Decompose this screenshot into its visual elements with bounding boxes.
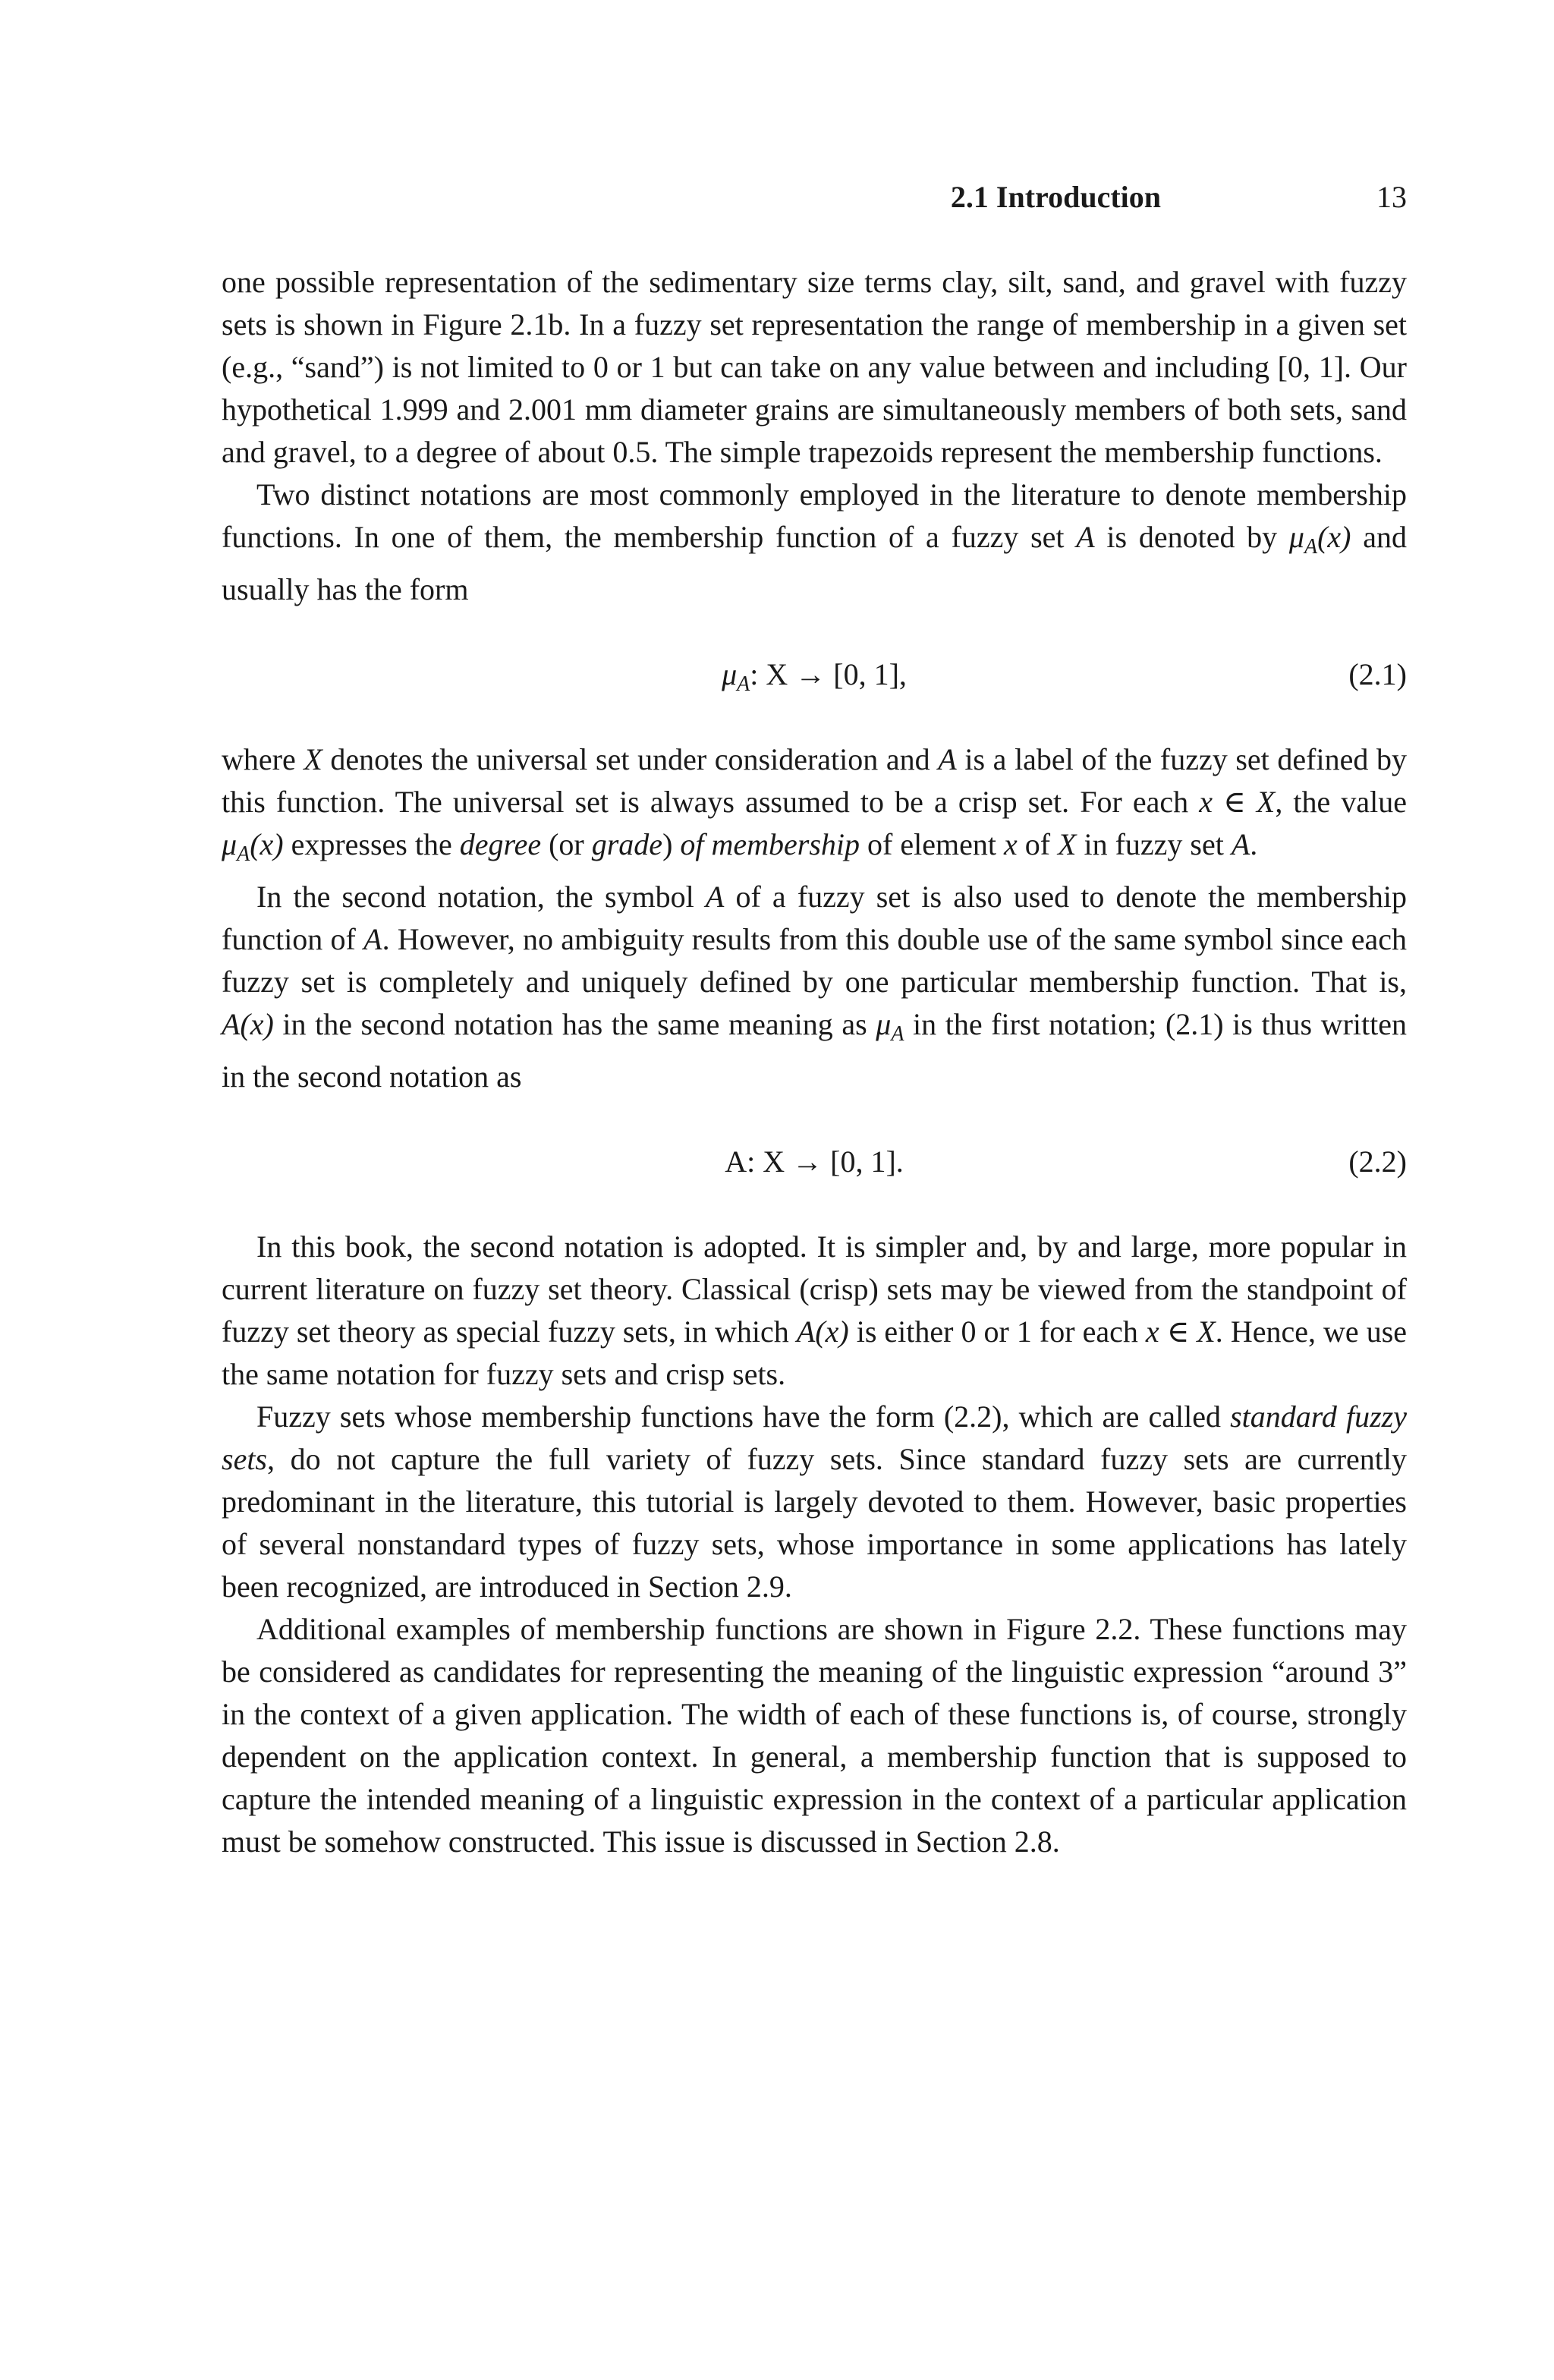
equation-2-2	[222, 1141, 1407, 1183]
emphasis-text: grade	[591, 827, 663, 861]
equation-number: (2.1)	[1348, 657, 1407, 691]
paragraph-5	[222, 1226, 1407, 1396]
math-symbol: A	[705, 880, 725, 914]
math-symbol: A	[1076, 520, 1095, 554]
section-title: 2.1 Introduction	[950, 180, 1161, 214]
math-symbol: x ∈ X	[1145, 1314, 1216, 1349]
math-symbol: μ	[722, 657, 738, 691]
equation-number: (2.2)	[1348, 1144, 1407, 1179]
emphasis-text: degree	[459, 827, 542, 861]
paragraph-text: of element	[860, 827, 1004, 861]
paragraph-text: is denoted by	[1094, 520, 1289, 554]
paragraph-1	[222, 261, 1407, 474]
paragraph-text: of	[1017, 827, 1059, 861]
math-symbol: X	[1058, 827, 1077, 861]
paragraph-text: , do not capture the full variety of fuzzy sets. Since standard fuzzy sets are currently predominant in the literature, this tutorial is largely devoted to them. However, basic properties of several nonstandard types of fuzzy sets, whose importance in some applications has lately been recognized, are introduced in Section 2.9.	[222, 1442, 1407, 1604]
paragraph-text: )	[662, 827, 681, 861]
paragraph-text: .	[1250, 827, 1258, 861]
math-symbol: A	[1231, 827, 1250, 861]
emphasis-text: of membership	[680, 827, 860, 861]
page-number: 13	[1376, 180, 1407, 214]
math-symbol: A	[938, 742, 957, 776]
equation-text: : X → [0, 1],	[750, 657, 907, 691]
paragraph-text: Two distinct notations are most commonly employed in the literature to denote membership functions. In one of them, the membership function of a fuzzy set	[222, 477, 1407, 554]
paragraph-text: (or	[541, 827, 592, 861]
paragraph-text: . However, no ambiguity results from this double use of the same symbol since each fuzzy set is completely and uniquely defined by one particular membership function. That is,	[222, 922, 1407, 999]
paragraph-3	[222, 738, 1407, 876]
paragraph-text: , the value	[1275, 785, 1408, 819]
math-subscript: A	[237, 842, 250, 866]
page-body	[222, 261, 1407, 1863]
math-symbol: x	[1003, 827, 1018, 861]
paragraph-text: and usually has the form	[222, 520, 1407, 606]
paragraph-text: denotes the universal set under consideration and	[322, 742, 939, 776]
equation-body	[222, 653, 1407, 706]
equation-body: A: X → [0, 1].	[725, 1144, 904, 1179]
paragraph-6	[222, 1396, 1407, 1608]
paragraph-text: In the second notation, the symbol	[256, 880, 706, 914]
math-symbol: (x)	[1317, 520, 1351, 554]
paragraph-4	[222, 876, 1407, 1098]
paragraph-text: of a fuzzy set is also used to denote the membership function of	[222, 880, 1408, 956]
math-symbol: x ∈ X	[1199, 785, 1276, 819]
paragraph-text: is either 0 or 1 for each	[848, 1314, 1146, 1349]
math-symbol: μ	[222, 827, 238, 861]
math-subscript: A	[737, 672, 750, 696]
math-subscript: A	[891, 1022, 904, 1046]
paragraph-7	[222, 1608, 1407, 1863]
paragraph-text: Additional examples of membership functions are shown in Figure 2.2. These functions may be considered as candidates for representing the meaning of the linguistic expression “around 3” in the context of a given application. The width of each of these functions is, of course, strongly dependent on the application context. In general, a membership function that is supposed to capture the intended meaning of a linguistic expression in the context of a particular application must be somehow constructed. This issue is discussed in Section 2.8.	[222, 1612, 1407, 1859]
paragraph-text: in the first notation; (2.1) is thus written in the second notation as	[222, 1007, 1408, 1094]
math-subscript: A	[1304, 535, 1318, 559]
equation-2-1	[222, 653, 1407, 696]
math-symbol: (x)	[250, 827, 284, 861]
paragraph-text: expresses the	[283, 827, 460, 861]
paragraph-text: Fuzzy sets whose membership functions have the form (2.2), which are called	[256, 1399, 1231, 1434]
math-symbol: μ	[1288, 520, 1304, 554]
math-symbol: A(x)	[222, 1007, 274, 1041]
math-symbol: μ	[876, 1007, 892, 1041]
paragraph-text: in the second notation has the same meaning as	[273, 1007, 876, 1041]
emphasis-text: standard fuzzy sets	[222, 1399, 1407, 1476]
math-symbol: A	[363, 922, 382, 956]
paragraph-text: In this book, the second notation is adopted. It is simpler and, by and large, more popular in current literature on fuzzy set theory. Classical (crisp) sets may be viewed from the standpoint of fuzzy set theory as special fuzzy sets, in which	[222, 1229, 1407, 1349]
math-symbol: X	[304, 742, 322, 776]
paragraph-2	[222, 474, 1407, 611]
paragraph-text: in fuzzy set	[1076, 827, 1232, 861]
running-head	[222, 176, 1407, 219]
math-symbol: A(x)	[796, 1314, 849, 1349]
paragraph-text: where	[222, 742, 304, 776]
paragraph-text: one possible representation of the sedimentary size terms clay, silt, sand, and gravel with fuzzy sets is shown in Figure 2.1b. In a fuzzy set representation the range of membership in a given set (e.g., “sand”) is not limited to 0 or 1 but can take on any value between and including [0, 1]. Our hypothetical 1.999 and 2.001 mm diameter grains are simultaneously members of both sets, sand and gravel, to a degree of about 0.5. The simple trapezoids represent the membership functions.	[222, 265, 1407, 469]
paragraph-text: . Hence, we use the same notation for fuzzy sets and crisp sets.	[222, 1314, 1408, 1391]
paragraph-text: is a label of the fuzzy set defined by this function. The universal set is always assumed to be a crisp set. For each	[222, 742, 1407, 819]
